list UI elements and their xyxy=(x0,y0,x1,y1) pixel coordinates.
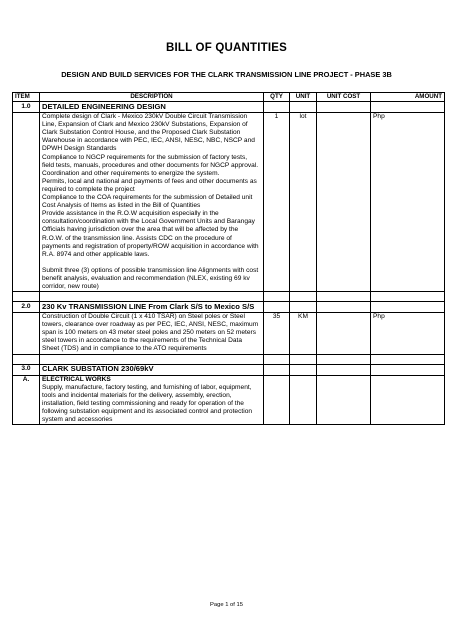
section-number: 2.0 xyxy=(13,302,40,313)
description-paragraph: Compliance to the COA requirements for the submission of Detailed unit Cost Analysis of Items as listed in the Bill of Quantities xyxy=(42,194,253,210)
description-paragraph: Permits, local and national and payments of fees and other documents as required to complete the project xyxy=(42,177,257,193)
header-unit-cost: UNIT COST xyxy=(317,93,371,102)
description-paragraph: Compliance to NGCP requirements for the submission of factory tests, field tests, manuals, procedures and other documents for NGCP approval. Coordination and other requirements to energize the system. xyxy=(42,153,259,177)
table-row xyxy=(13,113,445,292)
page-number: Page 1 of 15 xyxy=(210,602,243,608)
document-title: BILL OF QUANTITIES xyxy=(166,42,287,54)
section-title: CLARK SUBSTATION 230/69kV xyxy=(40,364,264,375)
table-row xyxy=(13,313,445,354)
item-unit: KM xyxy=(290,313,317,354)
item-amount: Php xyxy=(371,313,445,354)
table-header-row xyxy=(13,93,445,102)
section-number: 3.0 xyxy=(13,364,40,375)
item-description xyxy=(40,375,264,425)
section-header-row xyxy=(13,364,445,375)
header-amount: AMOUNT xyxy=(371,93,445,102)
item-description: Construction of Double Circuit (1 x 410 TSAR) on Steel poles or Steel towers, clearance over roadway as per PEC, IEC, ANSI, NESC, maximum span is 100 meters on 43 meter steel poles and 250 meters on 52 meters steel towers in accordance to the requirements of the Technical Data Sheet (TDS) and in compliance to the ATO requirements xyxy=(40,313,264,354)
section-title: 230 Kv TRANSMISSION LINE From Clark S/S to Mexico S/S xyxy=(40,302,264,313)
section-title: DETAILED ENGINEERING DESIGN xyxy=(40,102,264,113)
section-header-row xyxy=(13,302,445,313)
description-paragraph: Submit three (3) options of possible transmission line Alignments with cost benefit analysis, evaluation and recommendation (NLEX, existing 69 kv corridor, new route) xyxy=(42,266,259,290)
section-number: 1.0 xyxy=(13,102,40,113)
item-unit: lot xyxy=(290,113,317,292)
item-amount: Php xyxy=(371,113,445,292)
header-unit: UNIT xyxy=(290,93,317,102)
table-row xyxy=(13,375,445,425)
description-paragraph: Supply, manufacture, factory testing, and furnishing of labor, equipment, tools and incidental materials for the delivery, assembly, erection, installation, field testing commissioning and ready for operation of the following substation equipment and its associated control and protection system and accessories xyxy=(42,383,253,423)
section-header-row xyxy=(13,102,445,113)
bill-of-quantities-table xyxy=(12,92,445,425)
subsection-letter: A. xyxy=(13,375,40,425)
description-paragraph: Complete design of Clark - Mexico 230kV Double Circuit Transmission Line, Expansion of Clark and Mexico 230kV Substations, Expansion of Clark Substation Control House, and the Proposed Clark Substation Warehouse in accordance with PEC, IEC, ANSI, NESC, NBC, NSCP and DPWH Design Standards xyxy=(42,113,255,153)
item-qty: 1 xyxy=(264,113,290,292)
item-qty: 35 xyxy=(264,313,290,354)
item-unit-cost xyxy=(317,313,371,354)
document-subtitle: DESIGN AND BUILD SERVICES FOR THE CLARK TRANSMISSION LINE PROJECT - PHASE 3B xyxy=(61,70,392,79)
header-description: DESCRIPTION xyxy=(40,93,264,102)
blank-row xyxy=(13,292,445,302)
header-qty: QTY xyxy=(264,93,290,102)
item-unit-cost xyxy=(317,113,371,292)
blank-row xyxy=(13,354,445,364)
item-description xyxy=(40,113,264,292)
description-paragraph: Provide assistance in the R.O.W acquisition especially in the consultation/coordination with the Local Government Units and Barangay Officials having jurisdiction over the area that will be affected by the R.O.W. of the transmission line. Assists CDC on the procedure of payments and registration of property/ROW acquisition in accordance with R.A. 8974 and other applicable laws. xyxy=(42,210,259,258)
header-item: ITEM xyxy=(13,93,40,102)
subsection-title: ELECTRICAL WORKS xyxy=(42,375,111,383)
